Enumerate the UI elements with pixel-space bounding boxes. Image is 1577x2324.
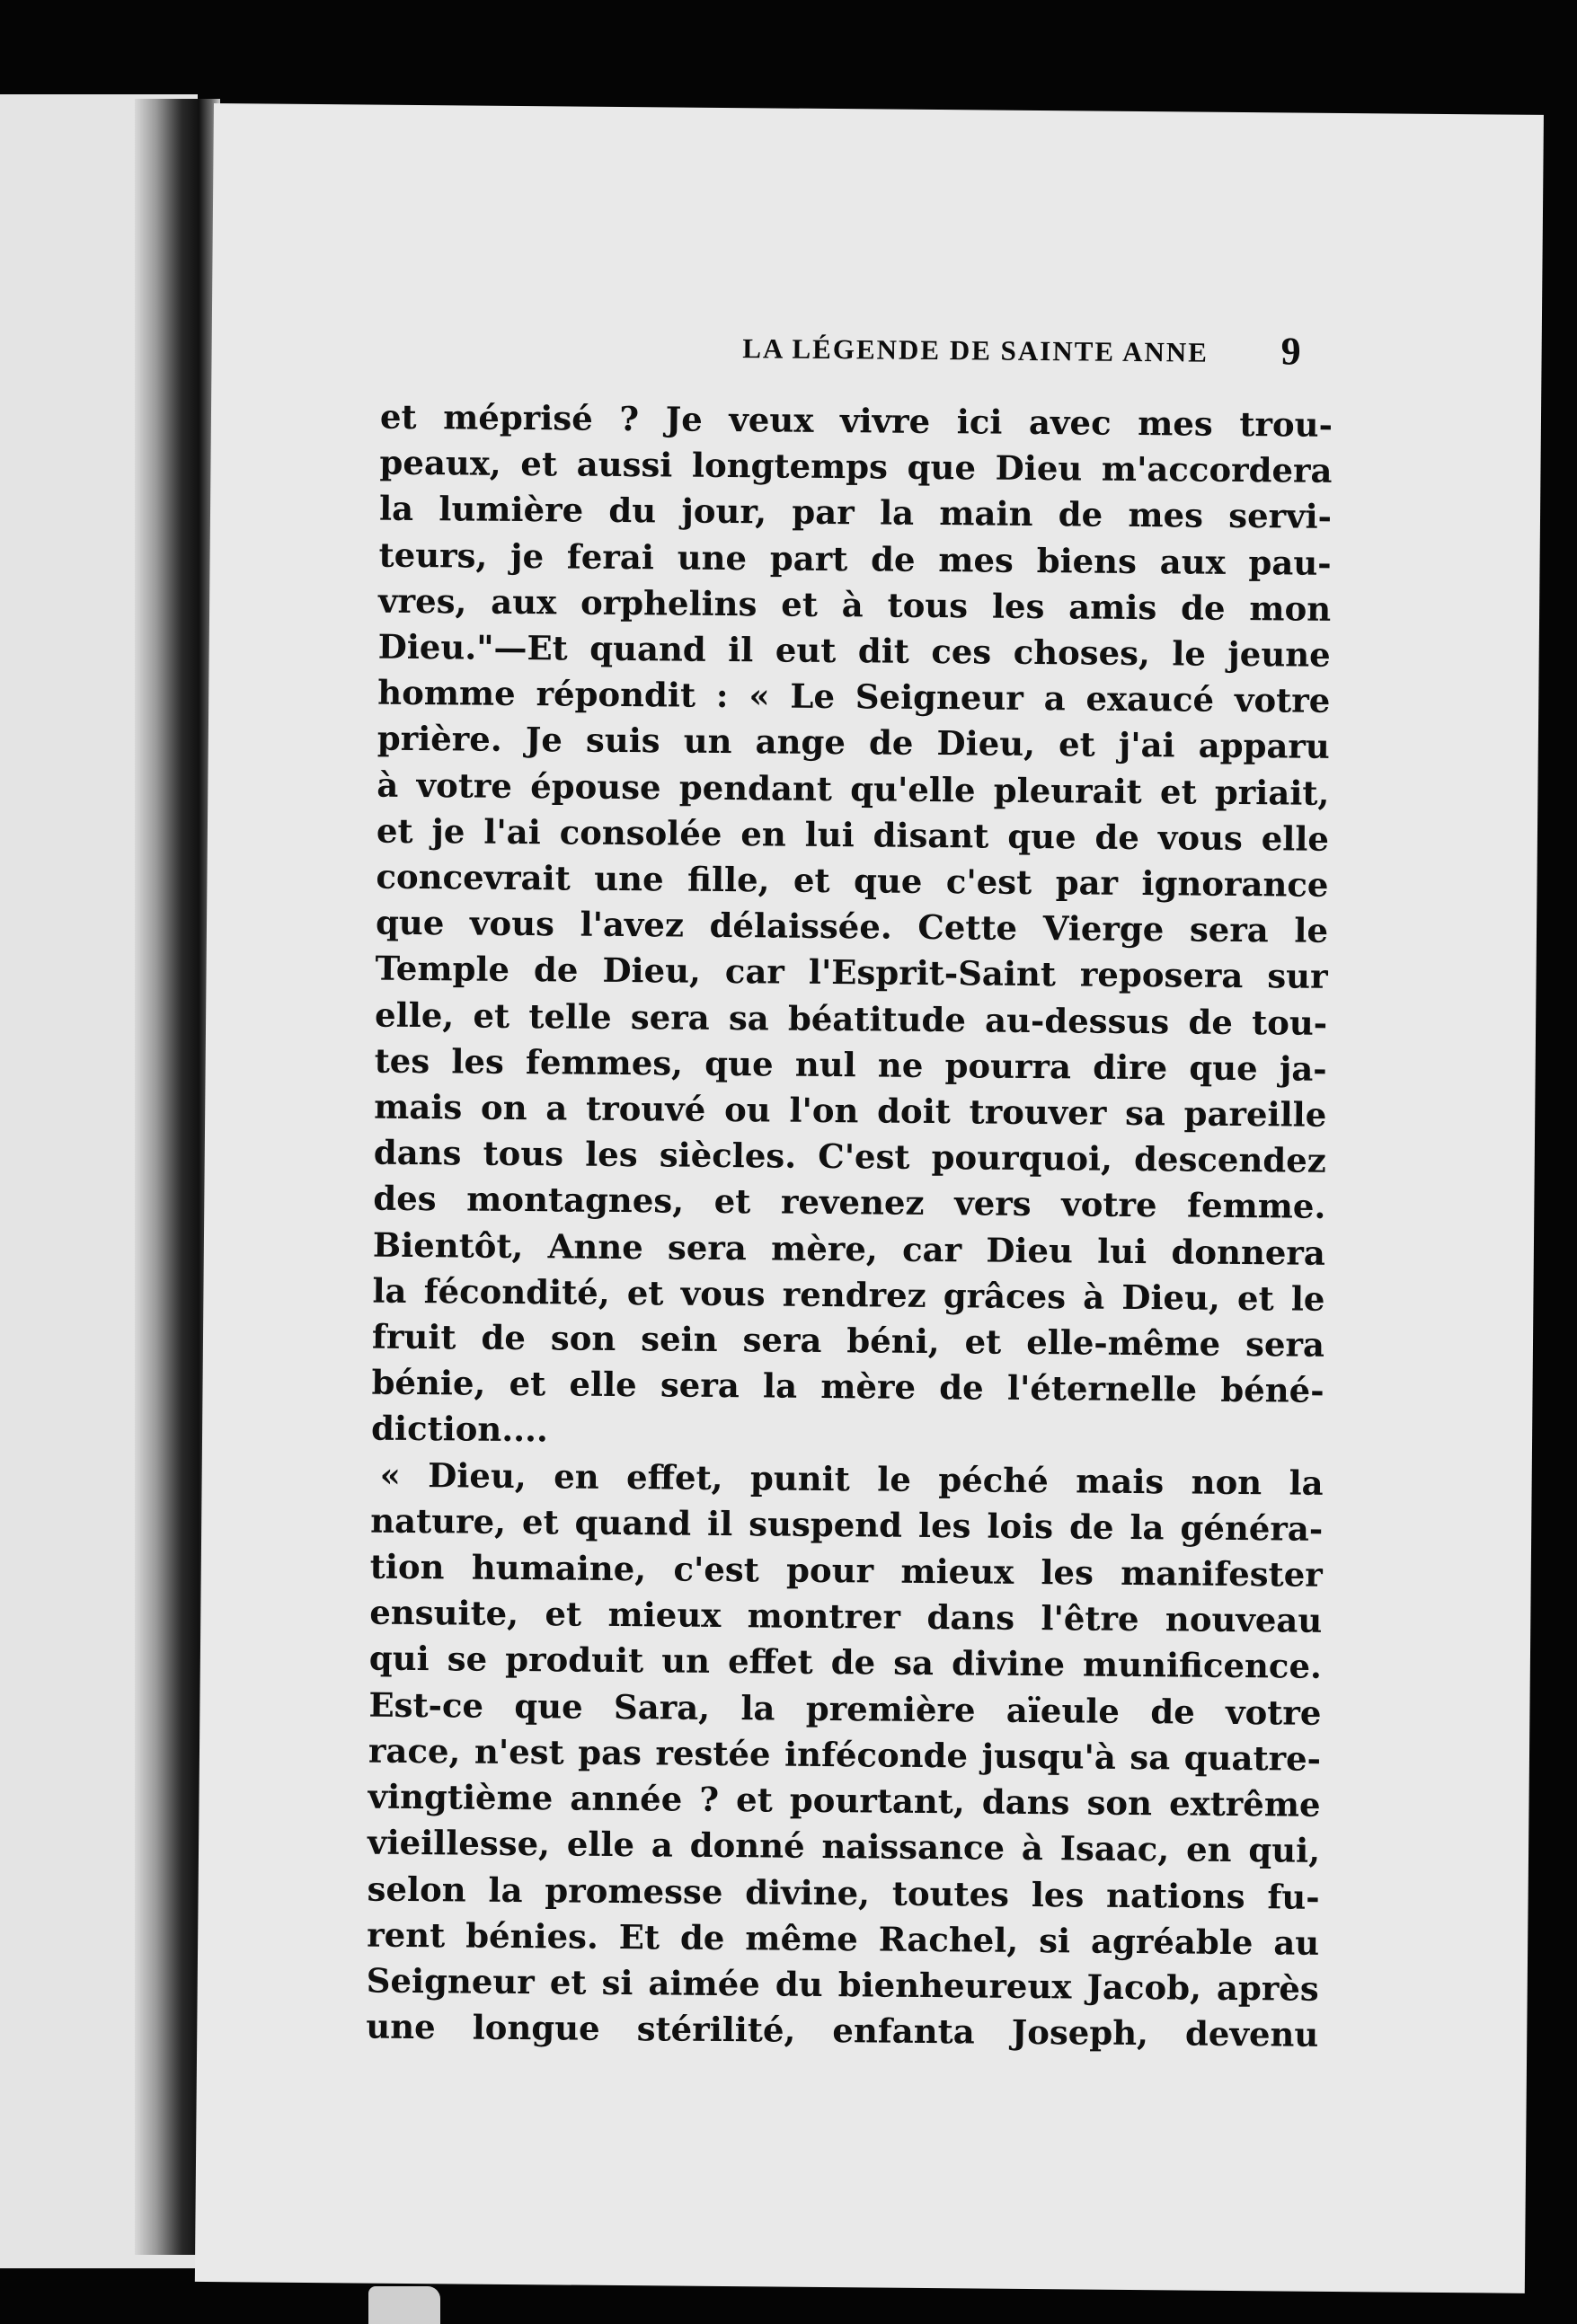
paper-scrap (368, 2286, 440, 2324)
text-line: selon la promesse divine, toutes les nations fu- (367, 1869, 1320, 1917)
text-line: Dieu."—Et quand il eut dit ces choses, le jeune (377, 626, 1331, 675)
text-line: Temple de Dieu, car l'Esprit-Saint reposera sur (375, 949, 1328, 997)
text-line: des montagnes, et revenez vers votre femme. (373, 1179, 1326, 1227)
text-line: concevrait une fille, et que c'est par ignorance (376, 856, 1329, 905)
page-body-text (366, 394, 1333, 2058)
text-line: dans tous les siècles. C'est pourquoi, descendez (373, 1132, 1326, 1181)
text-line: une longue stérilité, enfanta Joseph, devenu (366, 2006, 1319, 2054)
text-line: Bientôt, Anne sera mère, car Dieu lui donnera (372, 1224, 1326, 1273)
text-line: mais on a trouvé ou l'on doit trouver sa pareille (374, 1086, 1327, 1135)
text-line: la lumière du jour, par la main de mes servi- (378, 489, 1333, 537)
text-line: tion humaine, c'est pour mieux les manifester (369, 1546, 1323, 1595)
text-line: Est-ce que Sara, la première aïeule de votre (368, 1684, 1322, 1733)
text-line: ensuite, et mieux montrer dans l'être nouveau (369, 1592, 1323, 1641)
text-line: bénie, et elle sera la mère de l'éternelle béné- (371, 1362, 1325, 1411)
page-number: 9 (1280, 329, 1301, 374)
text-line: peaux, et aussi longtemps que Dieu m'accordera (379, 442, 1333, 491)
text-line: et je l'ai consolée en lui disant que de vous elle (376, 810, 1330, 859)
text-line: homme répondit : « Le Seigneur a exaucé votre (377, 672, 1331, 721)
text-line: que vous l'avez délaissée. Cette Vierge sera le (375, 902, 1329, 951)
running-head: LA LÉGENDE DE SAINTE ANNE (742, 332, 1209, 368)
text-line: tes les femmes, que nul ne pourra dire que ja- (374, 1040, 1327, 1089)
text-line: Seigneur et si aimée du bienheureux Jacob, après (366, 1960, 1319, 2009)
text-line: vieillesse, elle a donné naissance à Isaac, en qui, (367, 1822, 1321, 1871)
text-line: elle, et telle sera sa béatitude au-dessus de tou- (374, 994, 1328, 1043)
text-line: prière. Je suis un ange de Dieu, et j'ai apparu (377, 719, 1330, 767)
text-line: vingtième année ? et pourtant, dans son extrême (368, 1776, 1321, 1825)
text-line: race, n'est pas restée inféconde jusqu'à sa quatre- (368, 1730, 1322, 1779)
text-line: rent bénies. Et de même Rachel, si agréable au (367, 1914, 1320, 1963)
text-line: teurs, je ferai une part de mes biens aux pau- (378, 535, 1332, 583)
text-line: qui se produit un effet de sa divine munificence. (368, 1639, 1323, 1687)
text-line: et méprisé ? Je veux vivre ici avec mes trou- (379, 396, 1333, 445)
text-line: nature, et quand il suspend les lois de la généra- (370, 1500, 1324, 1549)
text-line: fruit de son sein sera béni, et elle-même sera (371, 1316, 1325, 1365)
text-line: à votre épouse pendant qu'elle pleurait et priait, (377, 764, 1330, 813)
text-line: la fécondité, et vous rendrez grâces à Dieu, et le (372, 1270, 1325, 1319)
text-line: vres, aux orphelins et à tous les amis de mon (377, 580, 1332, 629)
text-line-paragraph-start: « Dieu, en effet, punit le péché mais non la (379, 1454, 1324, 1503)
book-page (195, 103, 1544, 2293)
text-line-paragraph-end: diction.... (370, 1409, 549, 1450)
